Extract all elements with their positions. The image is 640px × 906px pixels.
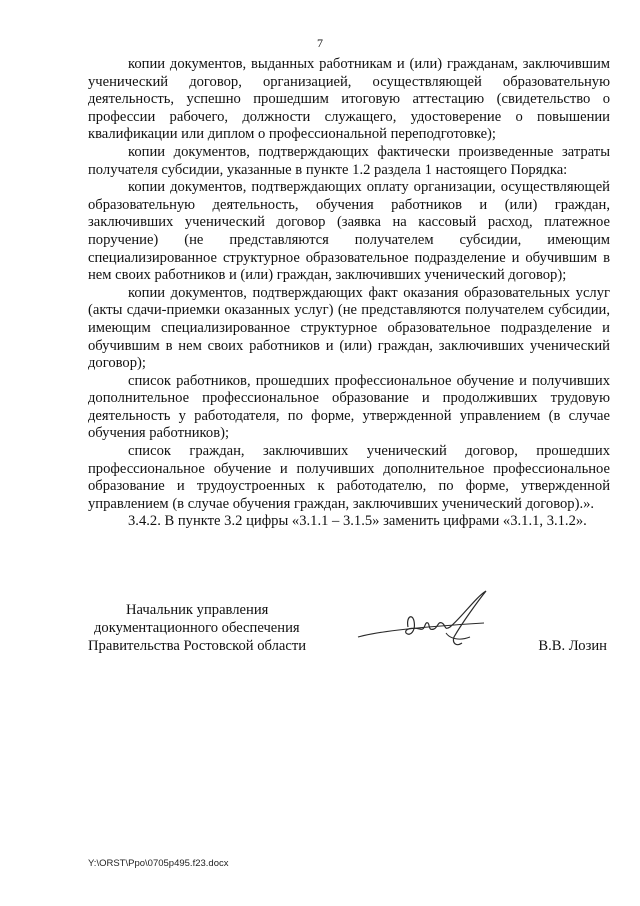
- handwritten-signature: [350, 587, 492, 659]
- paragraph-amendment-3-4-2: 3.4.2. В пункте 3.2 цифры «3.1.1 – 3.1.5» заменить цифрами «3.1.1, 3.1.2».: [128, 513, 587, 530]
- signature-block: [88, 601, 610, 671]
- signatory-title-line-3: Правительства Ростовской области: [88, 638, 307, 654]
- signatory-title-line-1: Начальник управления: [126, 602, 269, 618]
- signatory-title-line-2: документационного обеспечения: [94, 620, 300, 636]
- paragraph-citizen-list: список граждан, заключивших ученический договор, прошедших профессиональное обучение и получивших дополнительное профессиональное образование и трудоустроенных к работодателю, по форме, утвержденной управлением (в случае обучения граждан, заключивших ученический договор).».: [88, 443, 610, 512]
- paragraph-service-acts: копии документов, подтверждающих факт оказания образовательных услуг (акты сдачи-приемки оказанных услуг) (не представляются получателем субсидии, имеющим специализированное структурное образовательное подразделение и обучившим в нем своих работников и (или) граждан, заключивших ученический договор);: [88, 284, 610, 372]
- paragraph-diploma-copies: копии документов, выданных работникам и (или) гражданам, заключившим ученический договор, организацией, осуществляющей образовательную деятельность, успешно прошедшим итоговую аттестацию (свидетельство о профессии рабочего, должности служащего, удостоверение о повышении квалификации или диплом о профессиональной переподготовке);: [88, 56, 610, 143]
- paragraph-employee-list: список работников, прошедших профессиональное обучение и получивших дополнительное профессиональное образование и продолживших трудовую деятельность у работодателя, по форме, утвержденной управлением (в случае обучения работников);: [88, 372, 610, 442]
- file-path-footer: Y:\ORST\Ppo\0705p495.f23.docx: [88, 858, 229, 869]
- paragraph-payment-documents: копии документов, подтверждающих оплату организации, осуществляющей образовательную деятельность, обучения работников и (или) граждан, заключивших ученический договор (заявка на кассовый расход, платежное поручение) (не представляются получателем субсидии, имеющим специализированное структурное образовательное подразделение и обучившим в нем своих работников и (или) граждан, заключивших ученический договор);: [88, 179, 610, 284]
- paragraph-cost-documents: копии документов, подтверждающих фактически произведенные затраты получателя субсидии, указанные в пункте 1.2 раздела 1 настоящего Порядка:: [88, 143, 610, 178]
- signatory-name: В.В. Лозин: [538, 638, 607, 654]
- page-number: 7: [317, 36, 323, 50]
- document-body: [88, 56, 610, 531]
- signatory-title: [88, 601, 306, 655]
